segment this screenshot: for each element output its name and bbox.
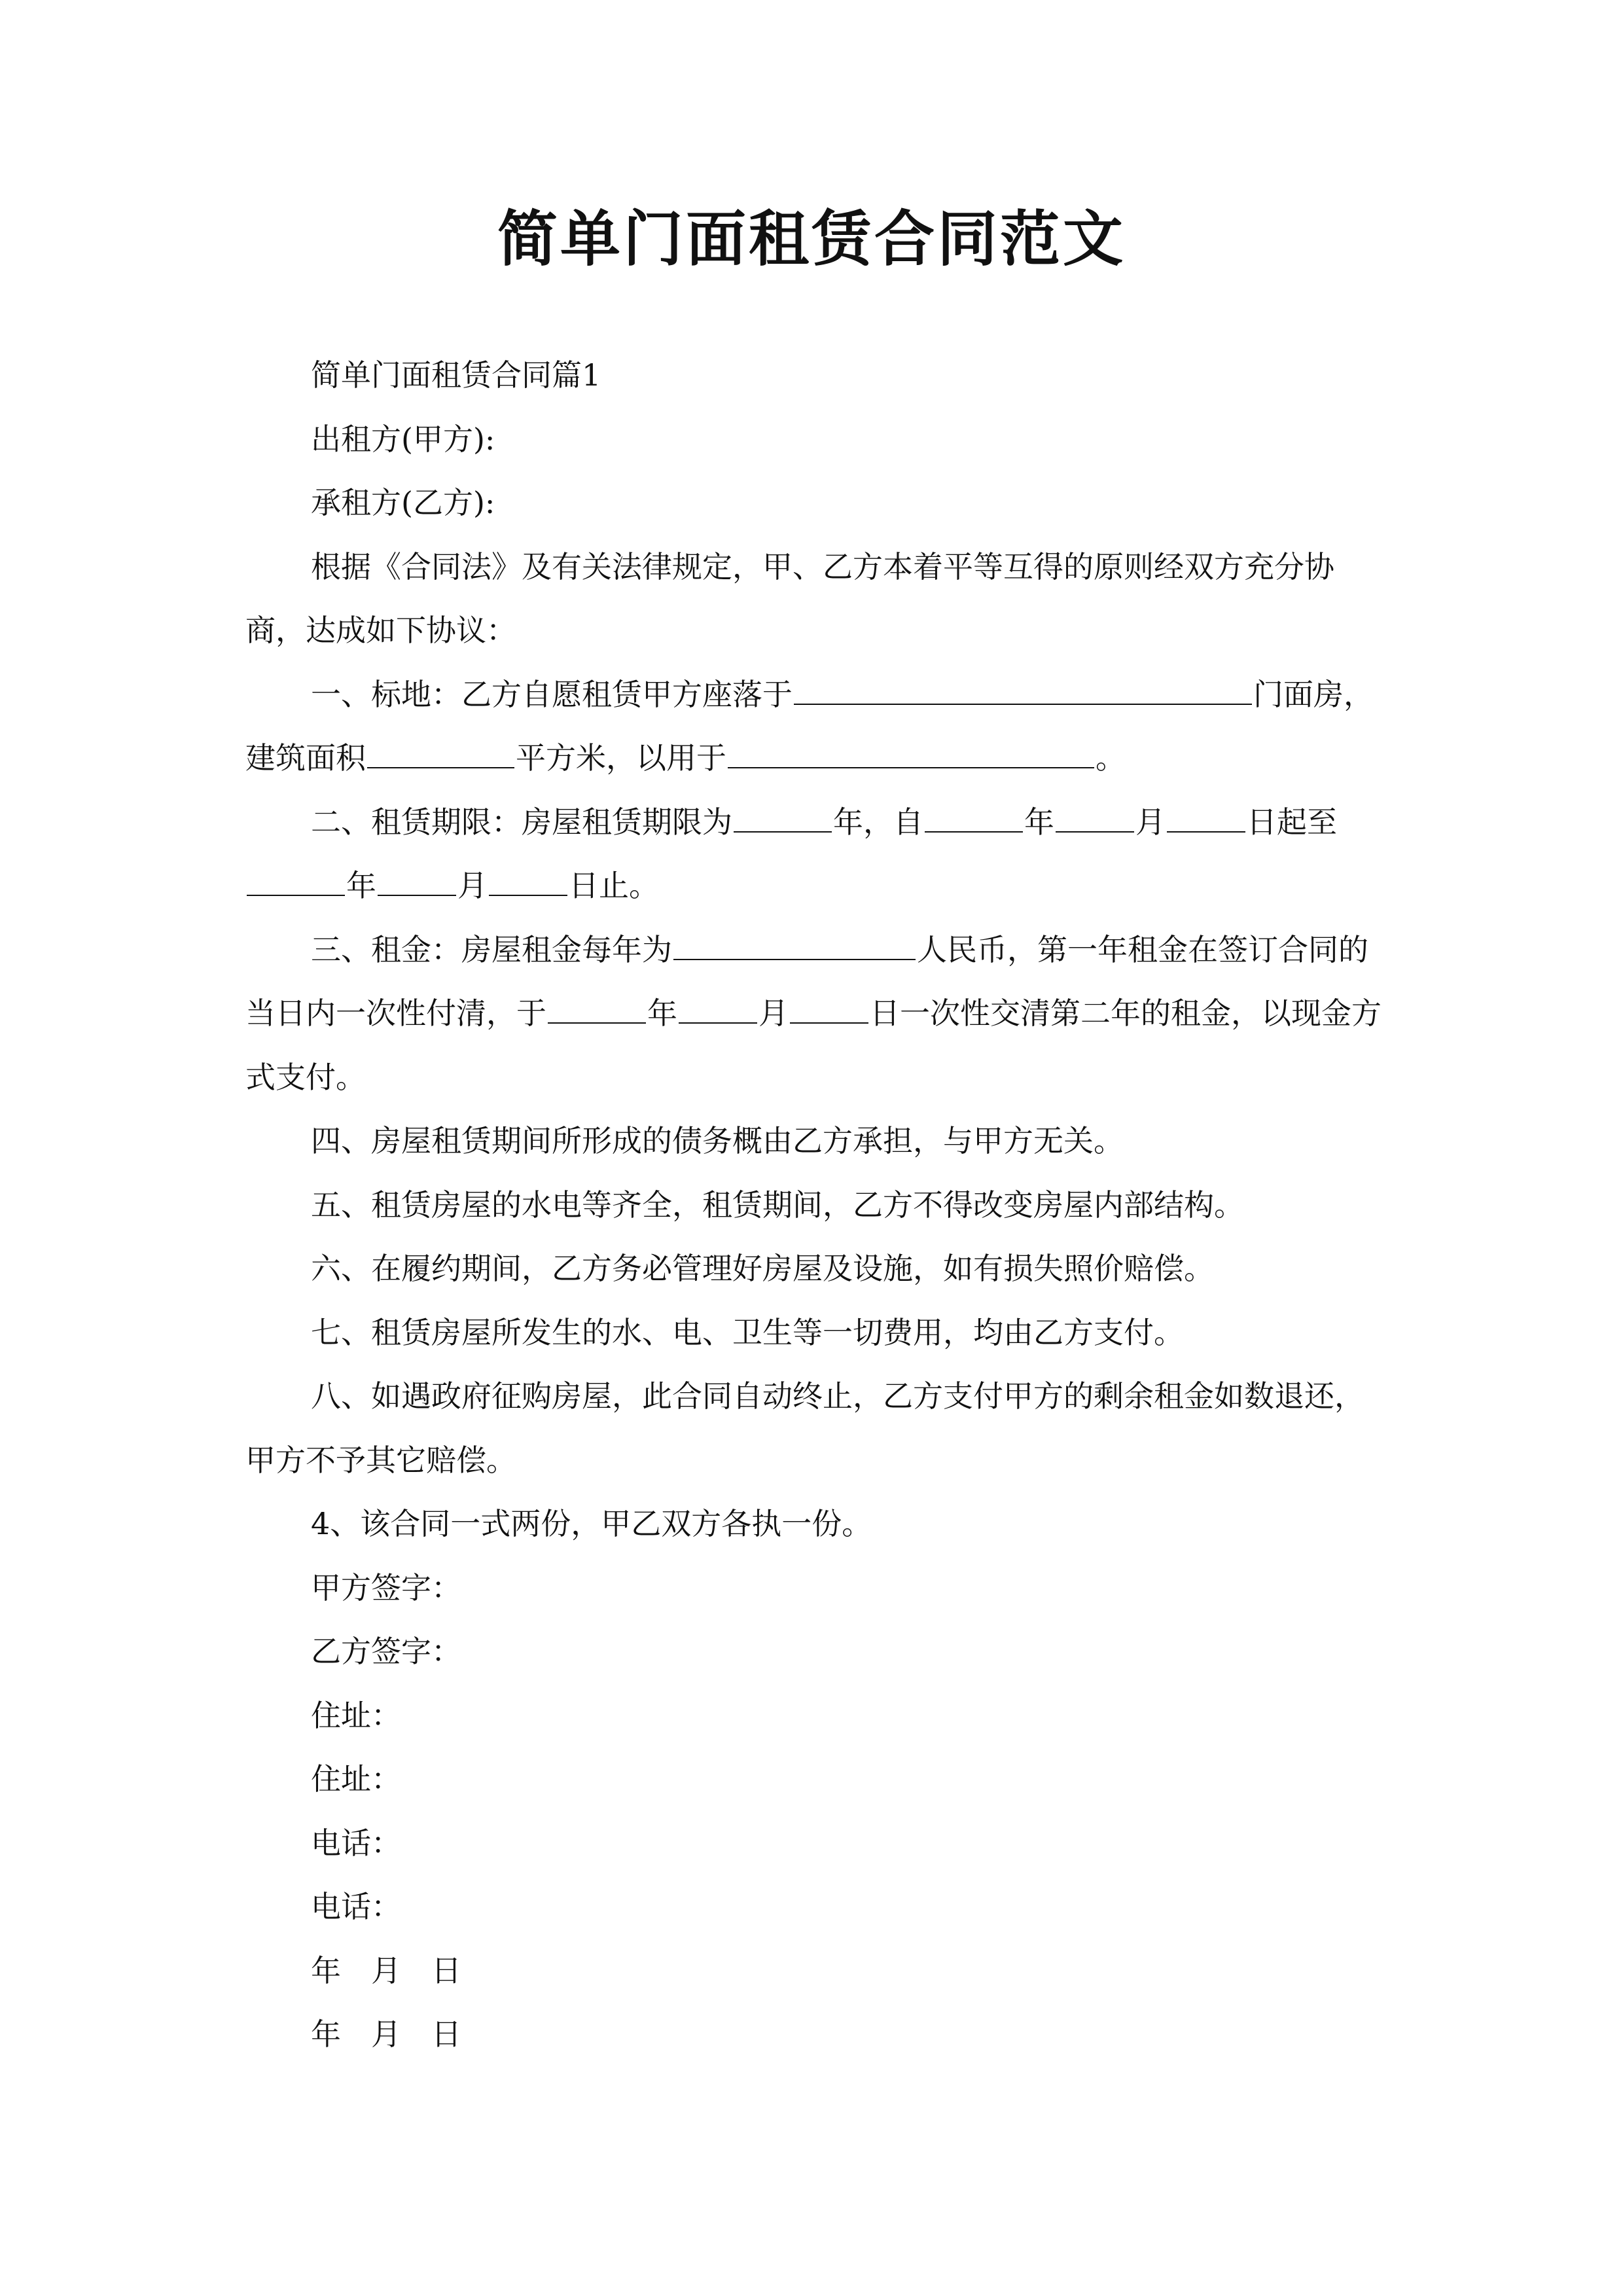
clause-2-text-a: 二、租赁期限：房屋租赁期限为 <box>311 804 732 840</box>
start-month-blank <box>1056 801 1134 833</box>
clause-2-end-year-label: 年 <box>346 868 376 903</box>
party-b-signature: 乙方签字： <box>311 1634 461 1669</box>
clause-2 <box>245 791 1387 918</box>
clause-9: 4、该合同一式两份，甲乙双方各执一份。 <box>311 1506 872 1541</box>
payment-month-blank <box>679 992 757 1024</box>
clause-2-end-label: 日止。 <box>569 868 659 903</box>
end-month-blank <box>378 865 456 896</box>
date-year-label: 年 <box>311 2017 341 2052</box>
clause-1-text-b: 门面房，建筑面积 <box>245 676 1374 776</box>
party-b-date <box>245 2003 1387 2067</box>
usage-blank <box>728 737 1094 768</box>
term-years-blank <box>734 801 832 833</box>
document-title: 简单门面租赁合同范文 <box>497 204 1126 274</box>
clause-1-text-a: 一、标地：乙方自愿租赁甲方座落于 <box>311 676 793 712</box>
location-blank <box>794 673 1252 705</box>
clause-1-text-d: 。 <box>1096 740 1126 776</box>
date-month-label: 月 <box>371 1952 401 1988</box>
clause-2-from-label: 日起至 <box>1247 804 1337 840</box>
party-a-phone: 电话： <box>311 1825 401 1861</box>
clause-7: 七、租赁房屋所发生的水、电、卫生等一切费用，均由乙方支付。 <box>311 1314 1184 1350</box>
clause-3 <box>245 918 1387 1110</box>
party-a-date <box>245 1939 1387 2003</box>
clause-3-text-b: 人民币，第一年租金在签订合同的当日内一次性付清，于 <box>245 931 1368 1031</box>
clause-2-text-b: 年，自 <box>833 804 923 840</box>
end-year-blank <box>247 865 345 896</box>
payment-day-blank <box>790 992 868 1024</box>
clause-3-year-label: 年 <box>647 996 677 1031</box>
clause-5: 五、租赁房屋的水电等齐全，租赁期间，乙方不得改变房屋内部结构。 <box>311 1187 1244 1223</box>
annual-rent-blank <box>673 929 916 960</box>
clause-3-text-c: 日一次性交清第二年的租金，以现金方式支付。 <box>245 996 1382 1095</box>
lessee-line: 承租方(乙方): <box>311 485 495 520</box>
clause-6: 六、在履约期间，乙方务必管理好房屋及设施，如有损失照价赔偿。 <box>311 1251 1214 1286</box>
date-month-label: 月 <box>371 2017 401 2052</box>
date-day-label: 日 <box>431 2017 461 2052</box>
party-b-address: 住址： <box>311 1761 401 1797</box>
end-day-blank <box>489 865 567 896</box>
clause-4: 四、房屋租赁期间所形成的债务概由乙方承担，与甲方无关。 <box>311 1123 1124 1158</box>
start-day-blank <box>1167 801 1245 833</box>
payment-year-blank <box>548 992 646 1024</box>
start-year-blank <box>925 801 1023 833</box>
clause-3-text-a: 三、租金：房屋租金每年为 <box>311 931 672 967</box>
contract-heading: 简单门面租赁合同篇1 <box>311 357 601 393</box>
date-year-label: 年 <box>311 1952 341 1988</box>
party-a-address: 住址： <box>311 1697 401 1733</box>
clause-2-month-label: 月 <box>1135 804 1166 840</box>
clause-1 <box>245 663 1387 791</box>
preamble-paragraph: 根据《合同法》及有关法律规定，甲、乙方本着平等互得的原则经双方充分协商，达成如下协议： <box>245 548 1334 648</box>
clause-2-year-label: 年 <box>1024 804 1054 840</box>
date-day-label: 日 <box>431 1952 461 1988</box>
party-b-phone: 电话： <box>311 1889 401 1924</box>
clause-2-end-month-label: 月 <box>457 868 488 903</box>
area-blank <box>367 737 514 768</box>
clause-8: 八、如遇政府征购房屋，此合同自动终止，乙方支付甲方的剩余租金如数退还，甲方不予其它赔偿。 <box>245 1378 1364 1478</box>
lessor-line: 出租方(甲方): <box>311 421 495 457</box>
party-a-signature: 甲方签字： <box>311 1570 461 1605</box>
clause-3-month-label: 月 <box>758 996 789 1031</box>
contract-body <box>245 344 1387 2067</box>
clause-1-text-c: 平方米，以用于 <box>516 740 726 776</box>
